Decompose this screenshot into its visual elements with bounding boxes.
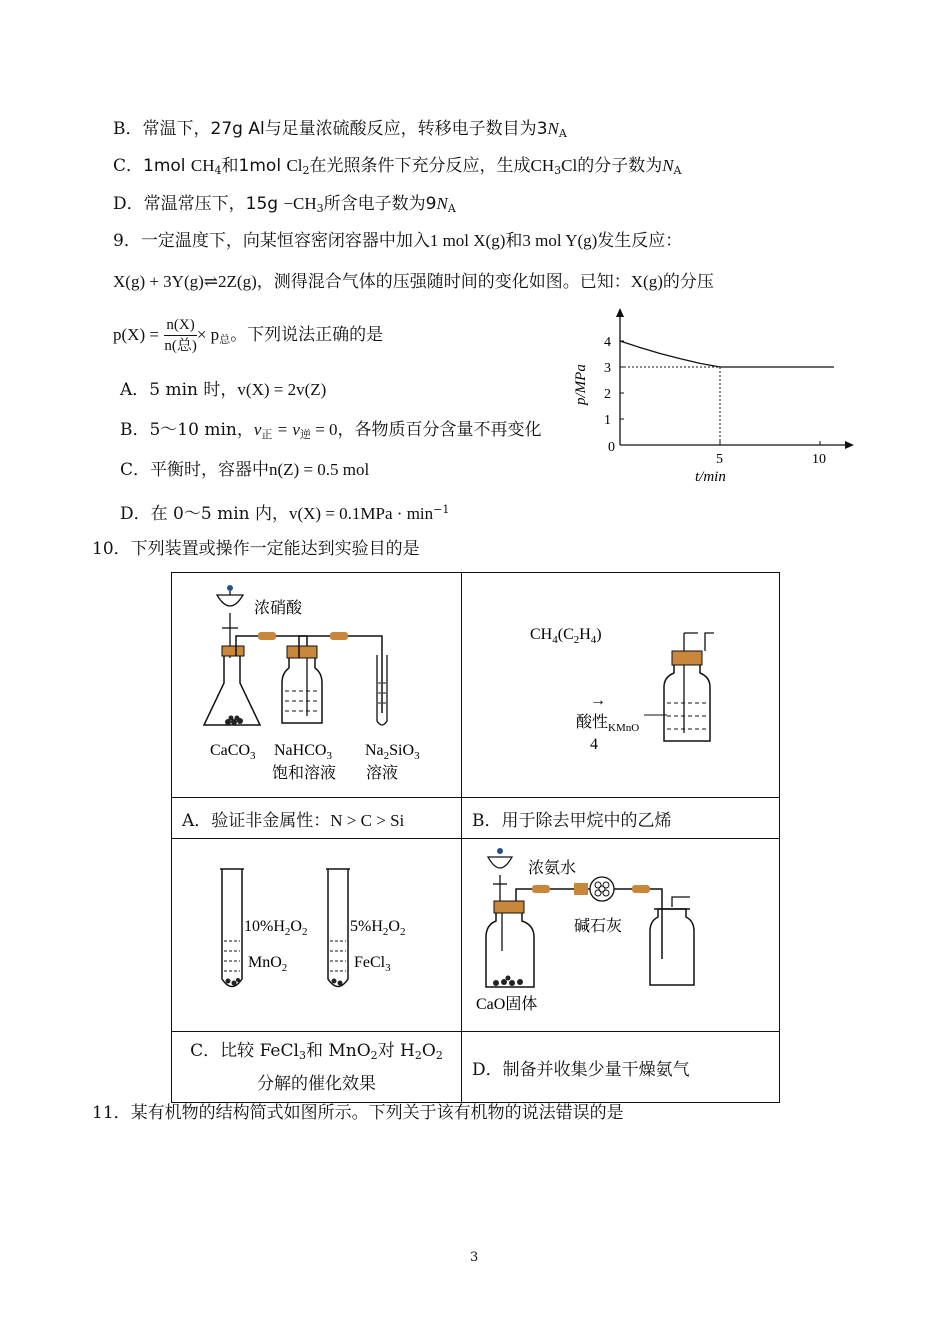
- label-kmno4: 酸性$_{KMnO}$: [576, 714, 640, 734]
- label-soda-lime: 碱石灰: [574, 918, 623, 935]
- label-solution: 溶液: [366, 765, 399, 782]
- label-mno2: MnO$_2$: [248, 954, 288, 974]
- label-conc-ammonia: 浓氨水: [528, 860, 577, 877]
- caption-b: B．用于除去甲烷中的乙烯: [462, 798, 780, 839]
- label-saturated-solution: 饱和溶液: [272, 765, 337, 782]
- q9-option-b: B．5～10 min，$v_正 = v_逆 = 0$，各物质百分含量不再变化: [120, 420, 542, 441]
- x-tick-label: 5: [716, 452, 723, 467]
- label-conc-nitric-acid: 浓硝酸: [254, 600, 303, 617]
- apparatus-a-drawing: [172, 573, 461, 793]
- label-cao-solid: CaO固体: [476, 996, 538, 1013]
- q9-option-c: C．平衡时，容器中n(Z) = 0.5 mol: [120, 460, 370, 480]
- q8-option-b: B．常温下，27g Al与足量浓硫酸反应，转移电子数目为$3N_A$: [113, 119, 567, 140]
- label-solution-b: 4: [590, 736, 598, 753]
- x-axis-label: t/min: [695, 469, 726, 485]
- y-axis-arrow: [616, 308, 624, 317]
- apparatus-c: [172, 839, 462, 1032]
- y-axis-label: p/MPa: [573, 364, 589, 405]
- y-tick-label: 1: [604, 413, 611, 428]
- caption-d: D．制备并收集少量干燥氨气: [462, 1032, 780, 1103]
- q11-stem: 11．某有机物的结构简式如图所示。下列关于该有机物的说法错误的是: [92, 1103, 624, 1123]
- label-na2sio3: $Na_2SiO_3$: [365, 742, 420, 762]
- label-10-h2o2: $10\%H_2O_2$: [244, 918, 308, 938]
- q9-option-d: D．在 0～5 min 内，$v(X) = 0.1MPa \cdot \min^{-1}$: [120, 503, 450, 524]
- label-nahco3: NaHCO$_3$: [274, 742, 332, 762]
- label-caco3: CaCO$_3$: [210, 742, 256, 762]
- apparatus-a: [172, 573, 462, 798]
- apparatus-d: [462, 839, 780, 1032]
- apparatus-d-drawing: [462, 839, 779, 1027]
- x-axis-arrow: [845, 441, 854, 449]
- q9-stem-line2: X(g) + 3Y(g)⇌2Z(g)，测得混合气体的压强随时间的变化如图。已知：X(g)的分压: [113, 272, 714, 292]
- label-fecl3: FeCl$_3$: [354, 954, 391, 974]
- apparatus-b-drawing: [462, 573, 779, 793]
- q8-option-d: D．常温常压下，$15g -CH_3$所含电子数为$9N_A$: [113, 194, 456, 215]
- experiment-table: [171, 572, 780, 1103]
- page-number: 3: [470, 1250, 479, 1265]
- origin-label: 0: [608, 440, 615, 455]
- apparatus-b: [462, 573, 780, 798]
- q9-option-a: A．5 min 时，v(X) = 2v(Z): [120, 380, 327, 400]
- y-tick-label: 3: [604, 361, 611, 376]
- y-tick-label: 4: [604, 335, 611, 350]
- label-5-h2o2: $5\%H_2O_2$: [350, 918, 406, 938]
- caption-c: C．比较 FeCl$_3$和 MnO$_2$对 $H_2O_2$ 分解的催化效果: [172, 1032, 462, 1103]
- label-ch4-c2h4: $CH_4(C_2H_4)$: [530, 626, 602, 646]
- q9-stem-line3: p(X) = $\frac{n(X)}{\text{n(总)}}$ × $p_总$。下列说法正确的是: [113, 317, 384, 354]
- pressure-time-chart: [560, 305, 860, 490]
- q9-stem-line1: 9．一定温度下，向某恒容密闭容器中加入1 mol X(g)和3 mol Y(g)发生反应：: [113, 231, 683, 251]
- x-tick-label: 10: [812, 452, 826, 467]
- pressure-curve: [620, 341, 834, 367]
- y-tick-label: 2: [604, 387, 611, 402]
- label-acidic: →: [590, 692, 606, 709]
- q8-option-c: C．1mol $CH_4$和1mol $Cl_2$在光照条件下充分反应，生成$CH_3Cl$的分子数为$N_A$: [113, 156, 682, 177]
- caption-a: A．验证非金属性：N > C > Si: [172, 798, 462, 839]
- apparatus-c-drawing: [172, 839, 461, 1027]
- q10-stem: 10．下列装置或操作一定能达到实验目的是: [92, 539, 420, 559]
